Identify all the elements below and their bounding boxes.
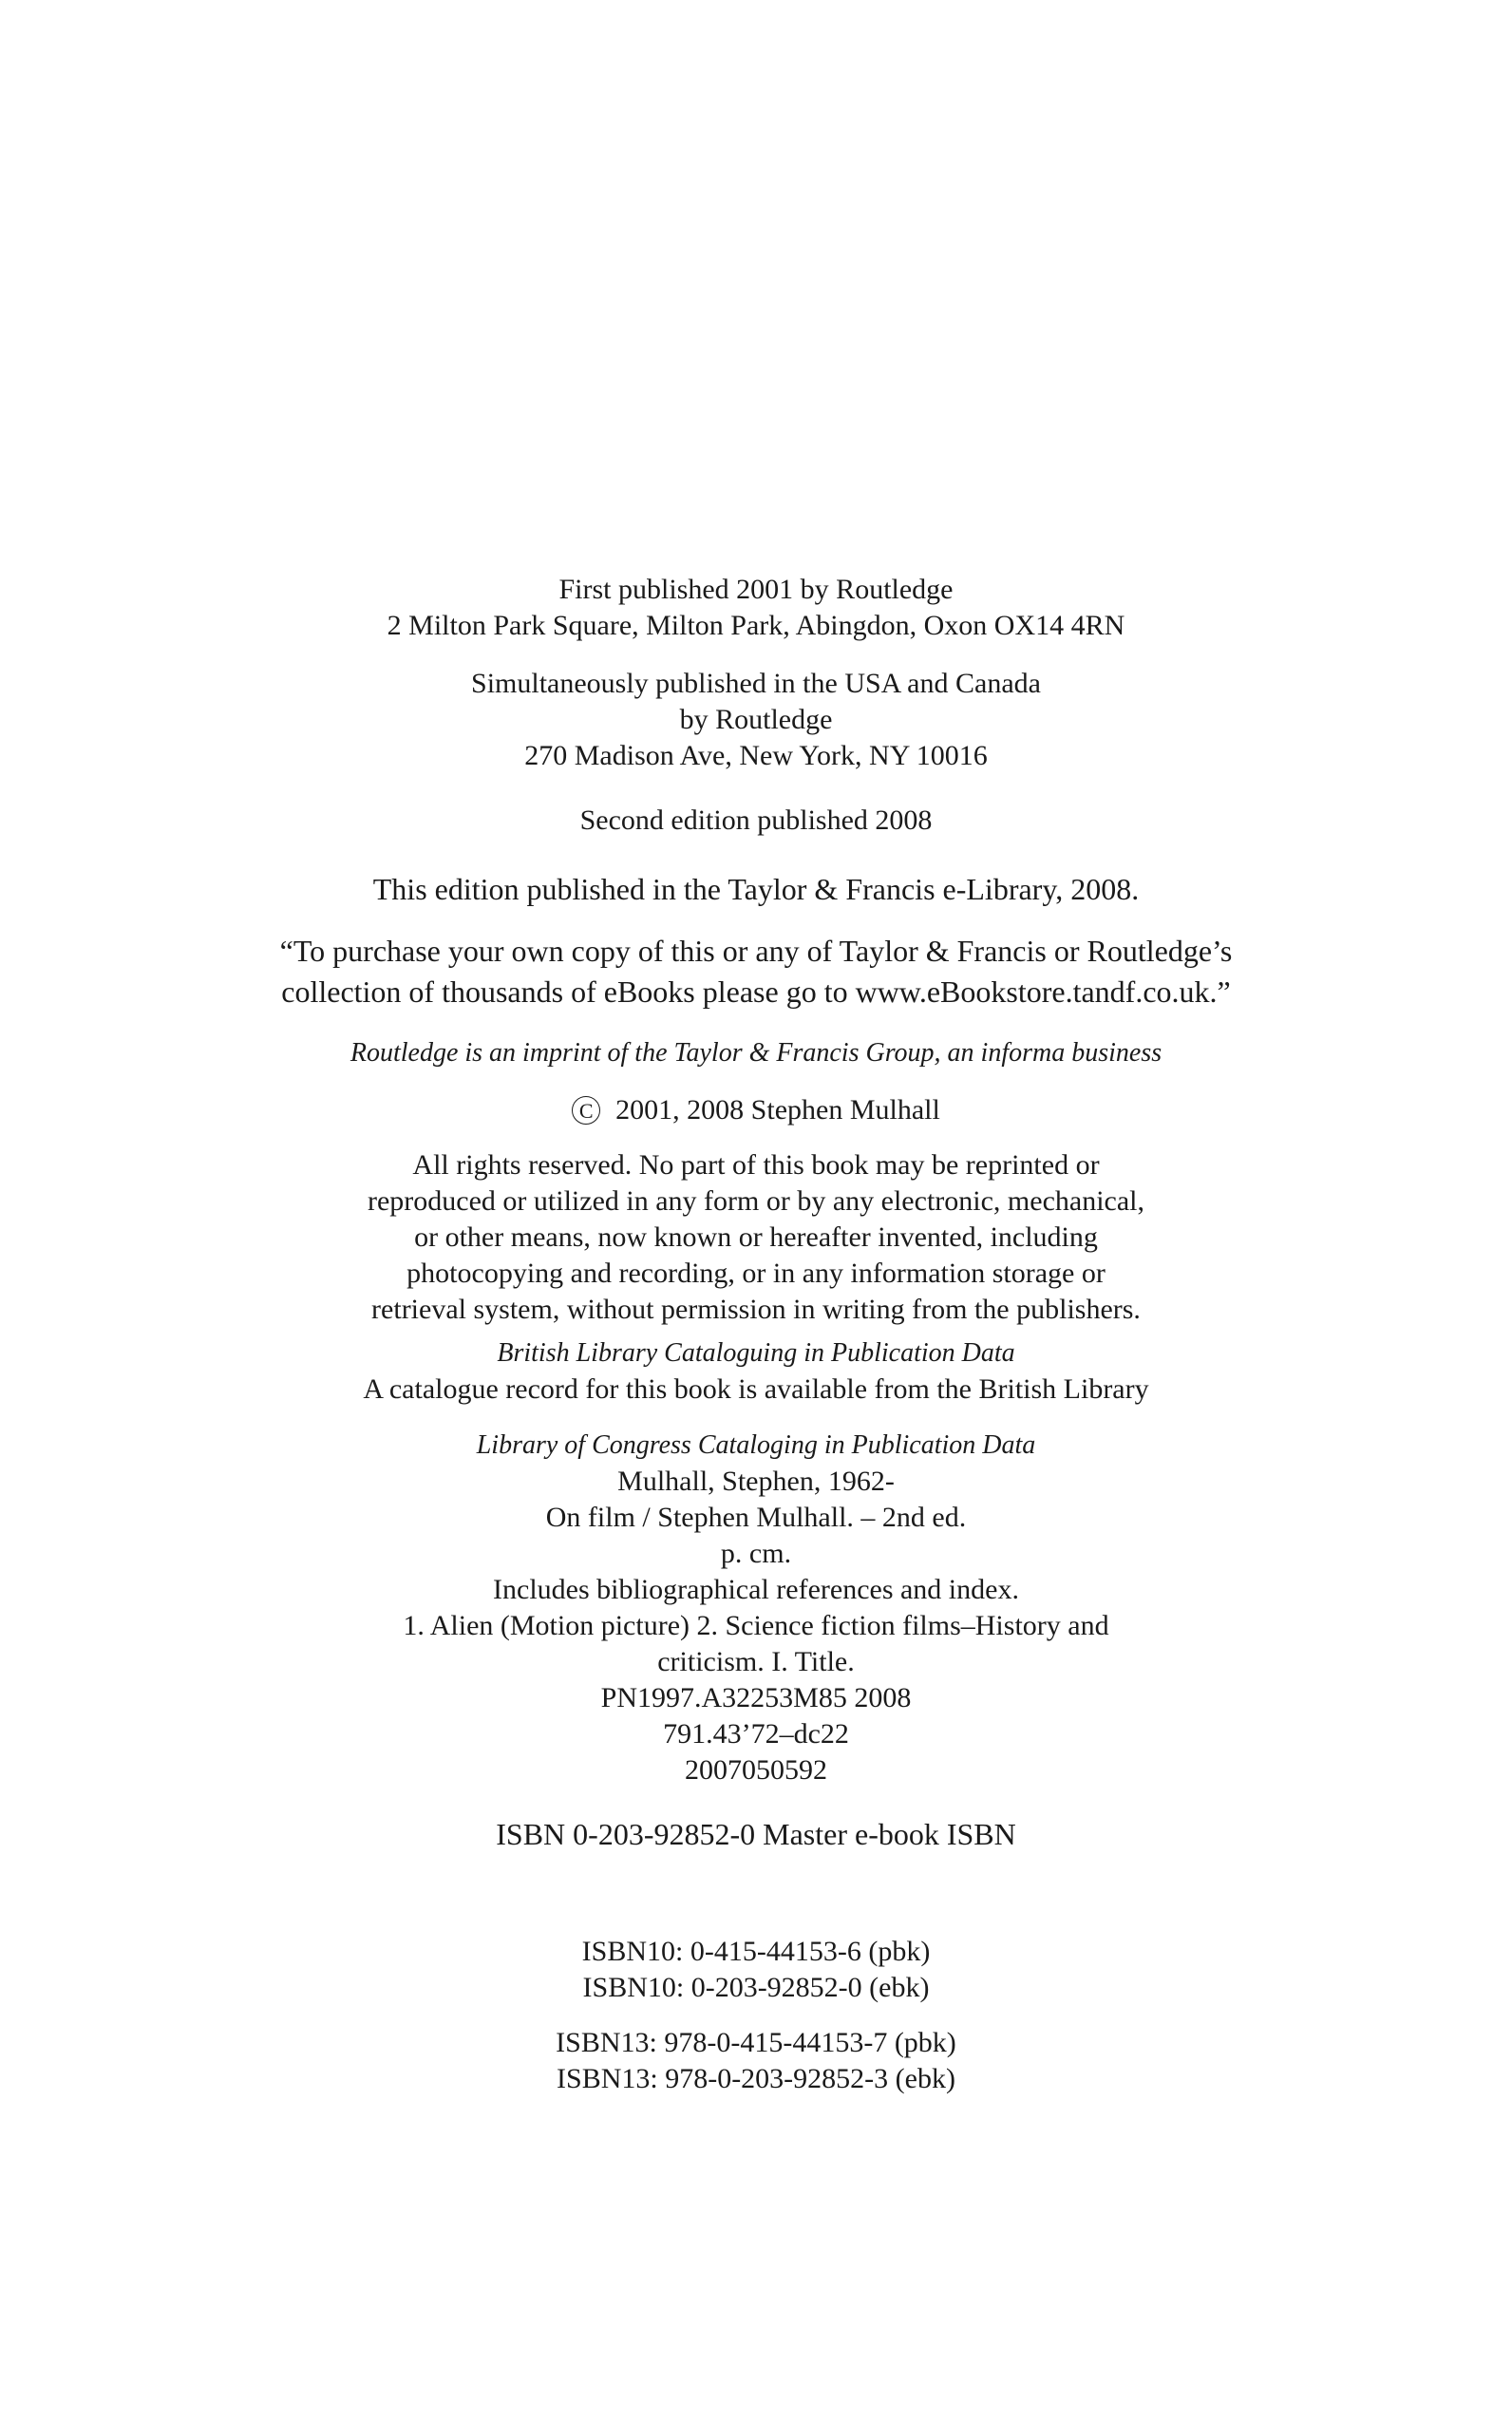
british-library-text: A catalogue record for this book is available from the British Library bbox=[363, 1373, 1149, 1405]
rights-line-5: retrieval system, without permission in writing from the publishers. bbox=[371, 1294, 1141, 1325]
copyright-text: 2001, 2008 Stephen Mulhall bbox=[615, 1094, 940, 1126]
isbn10-pbk-line: ISBN10: 0-415-44153-6 (pbk) bbox=[581, 1936, 931, 1967]
library-edition-line: This edition published in the Taylor & Francis e-Library, 2008. bbox=[372, 872, 1140, 906]
loc-line-criticism: criticism. I. Title. bbox=[657, 1646, 855, 1677]
purchase-line-2: collection of thousands of eBooks please go to www.eBookstore.tandf.co.uk.” bbox=[281, 974, 1231, 1009]
loc-line-lccn: 2007050592 bbox=[685, 1754, 827, 1786]
copyright-line bbox=[0, 1092, 1512, 1128]
rights-line-3: or other means, now known or hereafter invented, including bbox=[414, 1221, 1098, 1253]
copyright-symbol: C bbox=[572, 1096, 600, 1125]
loc-line-author: Mulhall, Stephen, 1962- bbox=[617, 1466, 895, 1497]
uk-address-line: 2 Milton Park Square, Milton Park, Abingdon, Oxon OX14 4RN bbox=[387, 610, 1125, 641]
british-library-heading: British Library Cataloguing in Publication Data bbox=[497, 1338, 1015, 1368]
loc-line-includes: Includes bibliographical references and index. bbox=[493, 1574, 1019, 1605]
imprint-line: Routledge is an imprint of the Taylor & Francis Group, an informa business bbox=[350, 1038, 1162, 1068]
loc-line-subjects: 1. Alien (Motion picture) 2. Science fiction films–History and bbox=[403, 1610, 1109, 1641]
loc-line-title: On film / Stephen Mulhall. – 2nd ed. bbox=[545, 1502, 967, 1533]
second-edition-line: Second edition published 2008 bbox=[579, 804, 933, 836]
rights-line-2: reproduced or utilized in any form or by any electronic, mechanical, bbox=[368, 1185, 1144, 1217]
first-published-line: First published 2001 by Routledge bbox=[558, 574, 954, 605]
by-routledge-line: by Routledge bbox=[679, 704, 833, 735]
loc-heading: Library of Congress Cataloging in Publication Data bbox=[476, 1430, 1036, 1460]
loc-line-dewey: 791.43’72–dc22 bbox=[663, 1718, 849, 1750]
isbn10-ebk-line: ISBN10: 0-203-92852-0 (ebk) bbox=[582, 1972, 930, 2003]
loc-line-pcm: p. cm. bbox=[720, 1538, 792, 1569]
rights-line-1: All rights reserved. No part of this book may be reprinted or bbox=[412, 1149, 1100, 1181]
loc-line-classification: PN1997.A32253M85 2008 bbox=[600, 1682, 912, 1713]
simultaneous-line: Simultaneously published in the USA and Canada bbox=[471, 668, 1041, 699]
isbn13-pbk-line: ISBN13: 978-0-415-44153-7 (pbk) bbox=[556, 2027, 956, 2058]
us-address-line: 270 Madison Ave, New York, NY 10016 bbox=[524, 740, 988, 771]
isbn13-ebk-line: ISBN13: 978-0-203-92852-3 (ebk) bbox=[557, 2063, 955, 2094]
rights-line-4: photocopying and recording, or in any information storage or bbox=[406, 1258, 1106, 1289]
master-isbn-line: ISBN 0-203-92852-0 Master e-book ISBN bbox=[496, 1817, 1016, 1851]
purchase-line-1: “To purchase your own copy of this or any of Taylor & Francis or Routledge’s bbox=[279, 934, 1233, 968]
